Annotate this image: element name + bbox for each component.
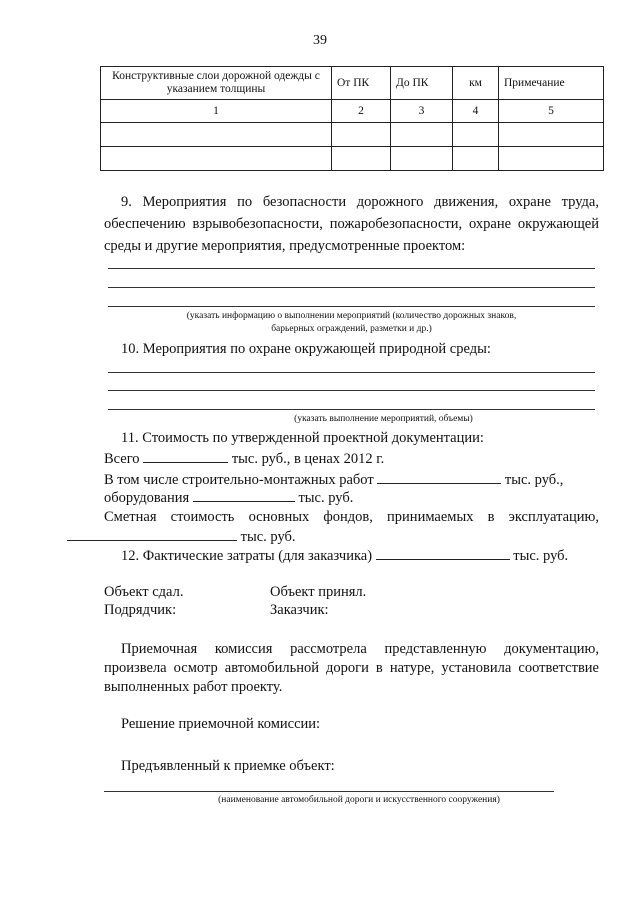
section10-caption: (указать выполнение мероприятий, объемы)	[294, 414, 473, 424]
equipment-suffix: тыс. руб.	[298, 490, 354, 506]
equipment-blank[interactable]	[193, 487, 295, 502]
section12-label: 12. Фактические затраты (для заказчика)	[121, 548, 373, 564]
section12-line	[121, 545, 568, 566]
table-cell	[332, 147, 391, 171]
section9-fill-line-3	[108, 306, 595, 307]
section9-caption-line2: барьерных ограждений, разметки и др.)	[271, 324, 432, 334]
total-label: Всего	[104, 451, 140, 467]
header-note: Примечание	[499, 67, 604, 100]
equipment-label: оборудования	[104, 490, 190, 506]
table-cell	[499, 123, 604, 147]
object-accepted: Объект принял.	[270, 584, 367, 600]
commission-line1: Приемочная комиссия рассмотрела представленную документацию,	[121, 641, 599, 657]
column-number: 3	[391, 100, 453, 123]
section9-fill-line-2	[108, 287, 595, 288]
column-number: 2	[332, 100, 391, 123]
table-row	[101, 123, 604, 147]
section11-fixed-assets-value-line	[67, 526, 296, 547]
section9-caption-line1: (указать информацию о выполнении мероприятий (количество дорожных знаков,	[186, 311, 517, 321]
commission-line3: выполненных работ проекту.	[104, 679, 283, 695]
road-layers-table	[100, 66, 604, 171]
object-name-fill-line[interactable]	[104, 791, 554, 792]
table-cell	[391, 147, 453, 171]
table-cell	[101, 123, 332, 147]
fixed-assets-suffix: тыс. руб.	[240, 529, 296, 545]
column-number: 1	[101, 100, 332, 123]
fixed-assets-blank[interactable]	[67, 526, 237, 541]
page-number: 39	[313, 33, 327, 48]
table-cell	[453, 147, 499, 171]
section11-equipment-line	[104, 487, 353, 508]
section11-total-line	[104, 448, 384, 469]
total-blank[interactable]	[143, 448, 228, 463]
header-from-pk: От ПК	[332, 67, 391, 100]
section10-fill-line-1	[108, 372, 595, 373]
construction-suffix: тыс. руб.,	[504, 472, 564, 488]
header-layers: Конструктивные слои дорожной одежды с указанием толщины	[101, 67, 332, 100]
table-cell	[453, 123, 499, 147]
commission-line2: произвела осмотр автомобильной дороги в натуре, установила соответствие	[104, 660, 599, 676]
table-cell	[101, 147, 332, 171]
object-handed-over: Объект сдал.	[104, 584, 184, 600]
presented-object-label: Предъявленный к приемке объект:	[121, 758, 335, 774]
section9-line1: 9. Мероприятия по безопасности дорожного движения, охране труда,	[121, 194, 599, 210]
table-cell	[332, 123, 391, 147]
section9-line3: среды и другие мероприятия, предусмотренные проектом:	[104, 238, 466, 254]
construction-blank[interactable]	[377, 469, 501, 484]
section9-line2: обеспечению взрывобезопасности, пожаробезопасности, охране окружающей	[104, 216, 599, 232]
contractor-label: Подрядчик:	[104, 602, 177, 618]
section10-title: 10. Мероприятия по охране окружающей природной среды:	[121, 341, 491, 357]
header-km: км	[453, 67, 499, 100]
section11-fixed-assets-line: Сметная стоимость основных фондов, принимаемых в эксплуатацию,	[104, 509, 599, 525]
section11-title: 11. Стоимость по утвержденной проектной документации:	[121, 430, 484, 446]
customer-label: Заказчик:	[270, 602, 329, 618]
column-number: 5	[499, 100, 604, 123]
section10-fill-line-3	[108, 409, 595, 410]
commission-decision-label: Решение приемочной комиссии:	[121, 716, 321, 732]
object-name-caption: (наименование автомобильной дороги и искусственного сооружения)	[218, 795, 500, 805]
total-suffix: тыс. руб., в ценах 2012 г.	[231, 451, 385, 467]
header-to-pk: До ПК	[391, 67, 453, 100]
table-cell	[499, 147, 604, 171]
construction-label: В том числе строительно-монтажных работ	[104, 472, 374, 488]
table-column-numbers-row	[101, 100, 604, 123]
table-row	[101, 147, 604, 171]
table-header-row	[101, 67, 604, 100]
table-cell	[391, 123, 453, 147]
section12-blank[interactable]	[376, 545, 510, 560]
section9-fill-line-1	[108, 268, 595, 269]
section12-suffix: тыс. руб.	[513, 548, 569, 564]
section10-fill-line-2	[108, 390, 595, 391]
column-number: 4	[453, 100, 499, 123]
